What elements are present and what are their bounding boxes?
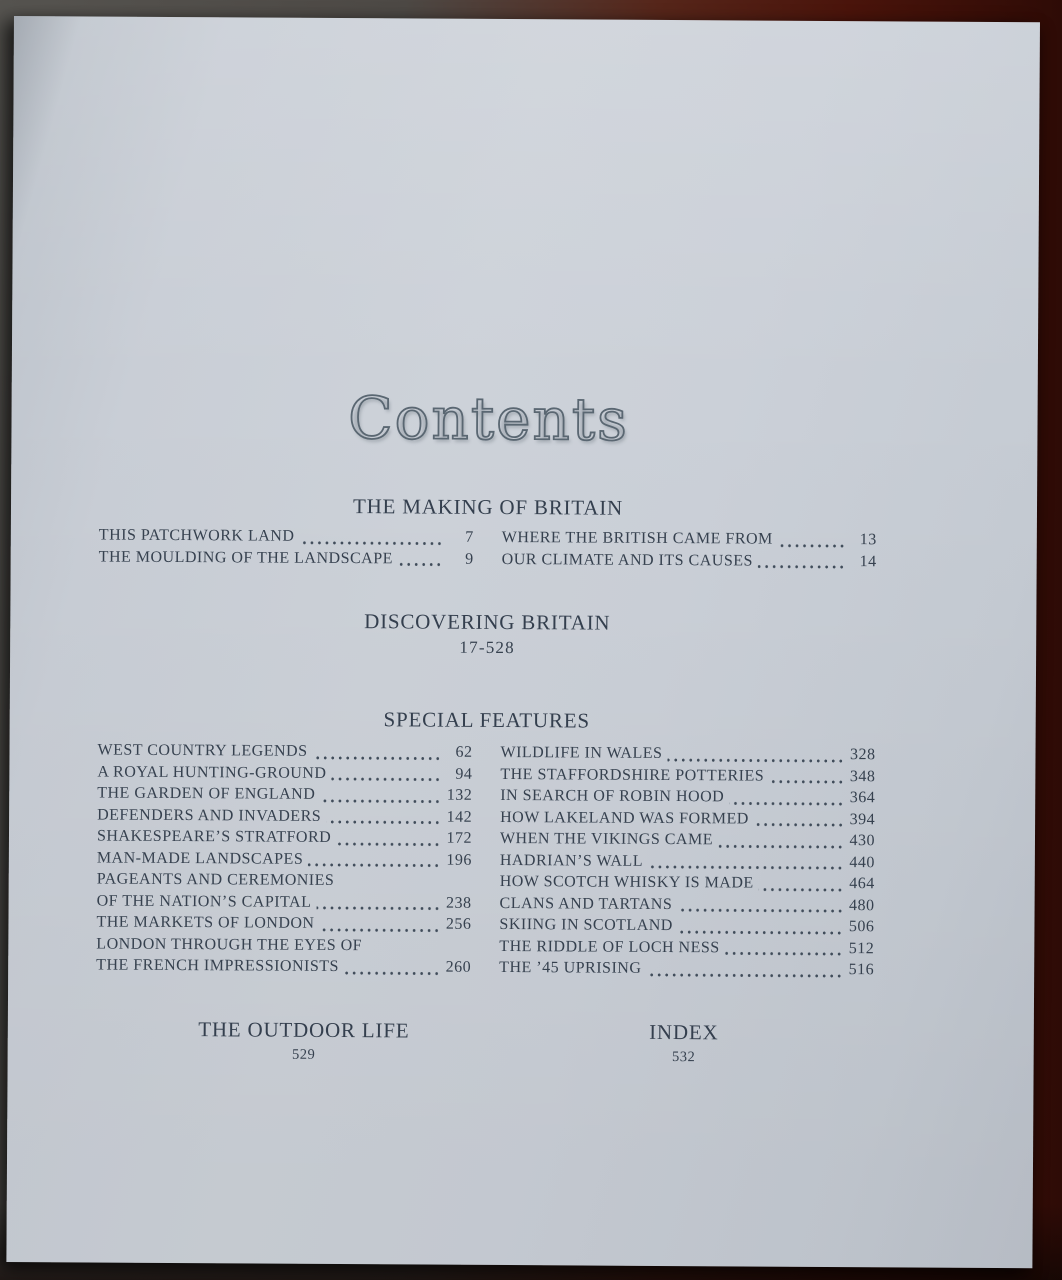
dot-leader: [725, 951, 844, 956]
toc-list-making-left: [99, 525, 474, 570]
toc-entry-page: 132: [446, 786, 473, 804]
section-heading-discovering: DISCOVERING BRITAIN: [364, 609, 611, 635]
dot-leader: [646, 972, 843, 977]
section-heading-outdoor: THE OUTDOOR LIFE: [198, 1016, 410, 1042]
dot-leader: [344, 971, 440, 976]
dot-leader: [319, 927, 440, 932]
toc-entry-page: 196: [446, 851, 472, 869]
toc-entry: [97, 761, 472, 785]
toc-entry: [502, 527, 877, 551]
section-outdoor-life: [114, 1016, 494, 1064]
toc-entry-title: THE RIDDLE OF LOCH NESS: [499, 937, 720, 956]
dot-leader: [308, 863, 441, 868]
toc-entry: [500, 763, 875, 787]
toc-entry: [97, 783, 472, 807]
dot-leader: [316, 906, 440, 911]
dot-leader: [769, 780, 844, 784]
toc-list-special-left: [96, 740, 472, 979]
toc-entry-page: 480: [849, 896, 875, 914]
toc-entry-title: SKIING IN SCOTLAND: [499, 915, 673, 935]
toc-entry-title: THE MOULDING OF THE LANDSCAPE: [98, 548, 393, 567]
toc-entry-page: 172: [446, 829, 473, 847]
dot-leader: [759, 887, 844, 892]
dot-leader: [299, 540, 442, 545]
toc-entry: [499, 957, 874, 981]
toc-entry-title: HADRIAN’S WALL: [499, 851, 644, 870]
special-columns: [96, 740, 875, 981]
dot-leader: [778, 543, 846, 547]
toc-entry: [499, 935, 874, 959]
toc-entry-page: 14: [859, 552, 877, 570]
toc-entry: [96, 955, 471, 979]
toc-entry-page: 7: [465, 528, 474, 546]
toc-entry-title: THE MARKETS OF LONDON: [96, 913, 315, 932]
section-making-of-britain: [99, 493, 877, 573]
toc-entry: [500, 742, 875, 766]
toc-entry-title: IN SEARCH OF ROBIN HOOD: [500, 786, 725, 806]
toc-entry-page: 238: [446, 894, 472, 912]
toc-entry-title: DEFENDERS AND INVADERS: [97, 806, 322, 825]
making-columns: [99, 525, 877, 573]
toc-list-special-right: [499, 742, 875, 981]
section-special-features: [96, 706, 876, 981]
book-page: [6, 16, 1040, 1268]
toc-entry: [97, 826, 472, 850]
toc-entry: [97, 847, 472, 871]
toc-entry-page: 260: [445, 958, 472, 976]
toc-entry: [500, 806, 875, 830]
toc-entry-title: HOW LAKELAND WAS FORMED: [500, 808, 749, 828]
dot-leader: [754, 823, 844, 828]
dot-leader: [667, 758, 844, 763]
toc-entry: [97, 890, 472, 914]
dot-leader: [677, 908, 843, 913]
toc-entry-title: THE ’45 UPRISING: [499, 958, 642, 977]
toc-entry-title: OUR CLIMATE AND ITS CAUSES: [501, 550, 753, 570]
dot-leader: [331, 777, 441, 782]
page-content: [96, 383, 878, 1067]
outdoor-page-number: 529: [291, 1046, 316, 1063]
toc-entry: [99, 546, 474, 570]
toc-entry: [500, 849, 875, 873]
dot-leader: [320, 798, 441, 803]
section-heading-making: THE MAKING OF BRITAIN: [352, 494, 624, 520]
toc-entry-page: 430: [849, 832, 876, 850]
toc-entry: [500, 892, 875, 916]
toc-entry-title: A ROYAL HUNTING-GROUND: [97, 763, 327, 782]
toc-entry-page: 440: [849, 853, 875, 871]
toc-entry-continuation: LONDON THROUGH THE EYES OF: [96, 935, 363, 954]
section-heading-special: SPECIAL FEATURES: [383, 707, 590, 733]
section-heading-index: INDEX: [649, 1019, 719, 1044]
toc-entry-title: OF THE NATION’S CAPITAL: [96, 892, 312, 911]
index-page-number: 532: [671, 1048, 696, 1065]
toc-list-making-right: [502, 527, 877, 572]
toc-entry-title: WHEN THE VIKINGS CAME: [499, 829, 714, 849]
toc-entry: [499, 914, 874, 938]
toc-entry: [99, 525, 474, 549]
toc-entry-page: 364: [849, 789, 876, 807]
dot-leader: [678, 930, 844, 935]
toc-entry: [97, 740, 472, 764]
toc-entry-title: THE STAFFORDSHIRE POTTERIES: [500, 765, 765, 785]
toc-entry: [500, 785, 875, 809]
section-discovering-britain: [98, 608, 876, 661]
toc-entry-title: MAN-MADE LANDSCAPES: [96, 849, 304, 868]
toc-entry-page: 9: [465, 550, 474, 568]
toc-entry-page: 348: [849, 767, 876, 785]
toc-entry-title: SHAKESPEARE’S STRATFORD: [96, 827, 332, 846]
dot-leader: [718, 844, 844, 849]
bottom-sections: [96, 1016, 874, 1067]
toc-entry-title: THIS PATCHWORK LAND: [98, 526, 295, 545]
toc-entry-page: 512: [848, 939, 875, 957]
toc-entry-page: 13: [859, 531, 877, 549]
dot-leader: [758, 565, 846, 570]
toc-entry-title: WHERE THE BRITISH CAME FROM: [501, 528, 773, 548]
toc-entry-page: 464: [849, 875, 875, 893]
page-title: Contents: [347, 384, 630, 454]
toc-entry-page: 516: [848, 961, 875, 979]
toc-entry-page: 94: [455, 765, 473, 783]
toc-entry-title: WEST COUNTRY LEGENDS: [97, 741, 308, 760]
toc-entry-page: 506: [848, 918, 875, 936]
dot-leader: [336, 841, 441, 846]
toc-entry: [500, 828, 875, 852]
toc-entry-page: 142: [446, 808, 473, 826]
toc-entry-continuation: PAGEANTS AND CEREMONIES: [96, 870, 335, 889]
dot-leader: [398, 562, 443, 566]
toc-entry-page: 256: [445, 915, 472, 933]
toc-entry-title: HOW SCOTCH WHISKY IS MADE: [499, 872, 754, 892]
toc-entry-title: THE GARDEN OF ENGLAND: [97, 784, 316, 803]
section-index: [494, 1018, 874, 1066]
toc-entry: [97, 804, 472, 828]
dot-leader: [648, 865, 844, 870]
toc-entry: [96, 912, 471, 936]
toc-entry: [500, 871, 875, 895]
dot-leader: [326, 820, 441, 825]
toc-entry-page: 62: [455, 743, 473, 761]
toc-entry-title: CLANS AND TARTANS: [499, 894, 673, 913]
discovering-page-range: 17-528: [459, 637, 515, 658]
toc-entry: [502, 548, 877, 572]
dot-leader: [729, 801, 844, 806]
toc-entry-title: THE FRENCH IMPRESSIONISTS: [96, 956, 340, 976]
toc-entry-title: WILDLIFE IN WALES: [500, 743, 663, 762]
toc-entry-page: 394: [849, 810, 876, 828]
toc-entry-page: 328: [849, 746, 876, 764]
dot-leader: [312, 755, 441, 760]
